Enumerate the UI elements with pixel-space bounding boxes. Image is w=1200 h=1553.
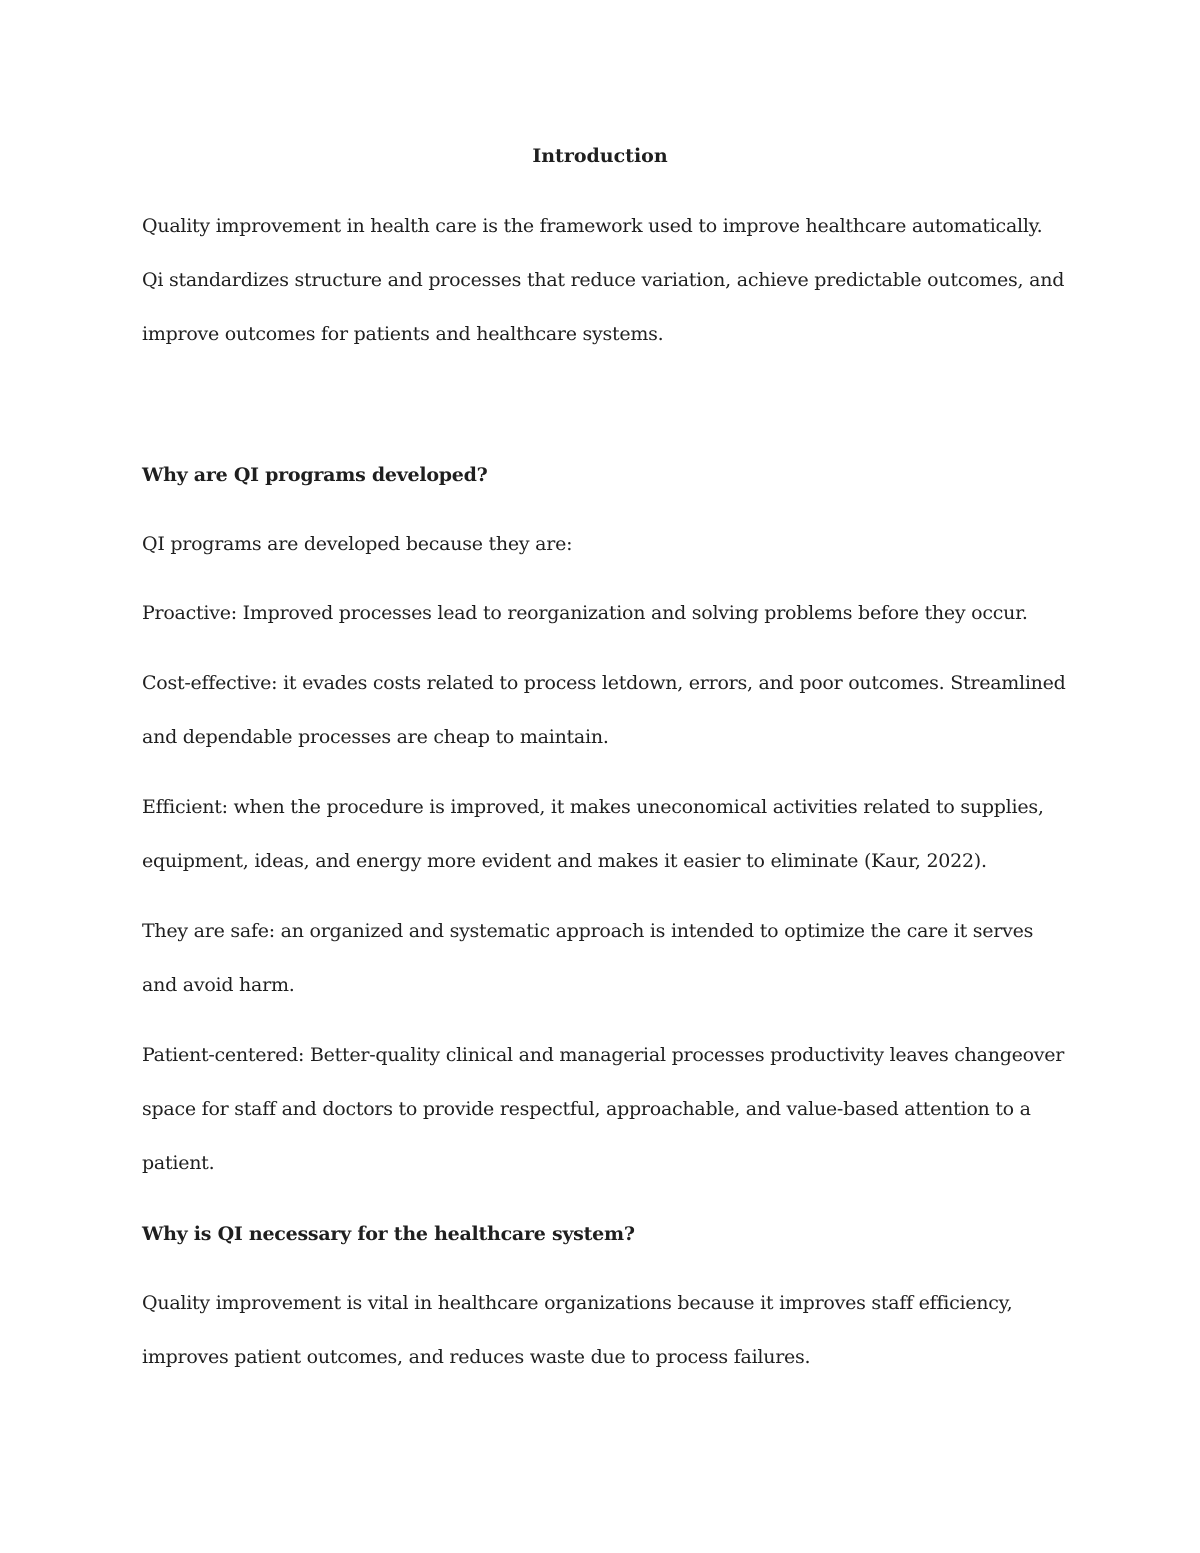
item-cost-effective-line-2: and dependable processes are cheap to maintain. [142,726,609,748]
item-safe-line-1: They are safe: an organized and systematic approach is intended to optimize the care it serves [142,920,1034,942]
section1-lead: QI programs are developed because they are: [142,533,573,555]
item-proactive: Proactive: Improved processes lead to reorganization and solving problems before they occur. [142,602,1028,624]
item-patient-centered-line-3: patient. [142,1152,215,1174]
page-title: Introduction [532,145,668,167]
item-safe-line-2: and avoid harm. [142,974,295,996]
section2-line-1: Quality improvement is vital in healthcare organizations because it improves staff efficiency, [142,1292,1013,1314]
intro-line-2: Qi standardizes structure and processes that reduce variation, achieve predictable outcomes, and [142,269,1065,291]
intro-line-3: improve outcomes for patients and healthcare systems. [142,323,664,345]
section-heading-why-developed: Why are QI programs developed? [142,464,488,486]
item-patient-centered-line-2: space for staff and doctors to provide respectful, approachable, and value-based attention to a [142,1098,1031,1120]
intro-line-1: Quality improvement in health care is the framework used to improve healthcare automatically. [142,215,1043,237]
section2-line-2: improves patient outcomes, and reduces waste due to process failures. [142,1346,811,1368]
item-efficient-line-2: equipment, ideas, and energy more evident and makes it easier to eliminate (Kaur, 2022). [142,850,987,872]
item-cost-effective-line-1: Cost-effective: it evades costs related to process letdown, errors, and poor outcomes. Streamlined [142,672,1066,694]
item-efficient-line-1: Efficient: when the procedure is improved, it makes uneconomical activities related to supplies, [142,796,1044,818]
item-patient-centered-line-1: Patient-centered: Better-quality clinical and managerial processes productivity leaves changeover [142,1044,1065,1066]
section-heading-why-necessary: Why is QI necessary for the healthcare system? [142,1223,635,1245]
